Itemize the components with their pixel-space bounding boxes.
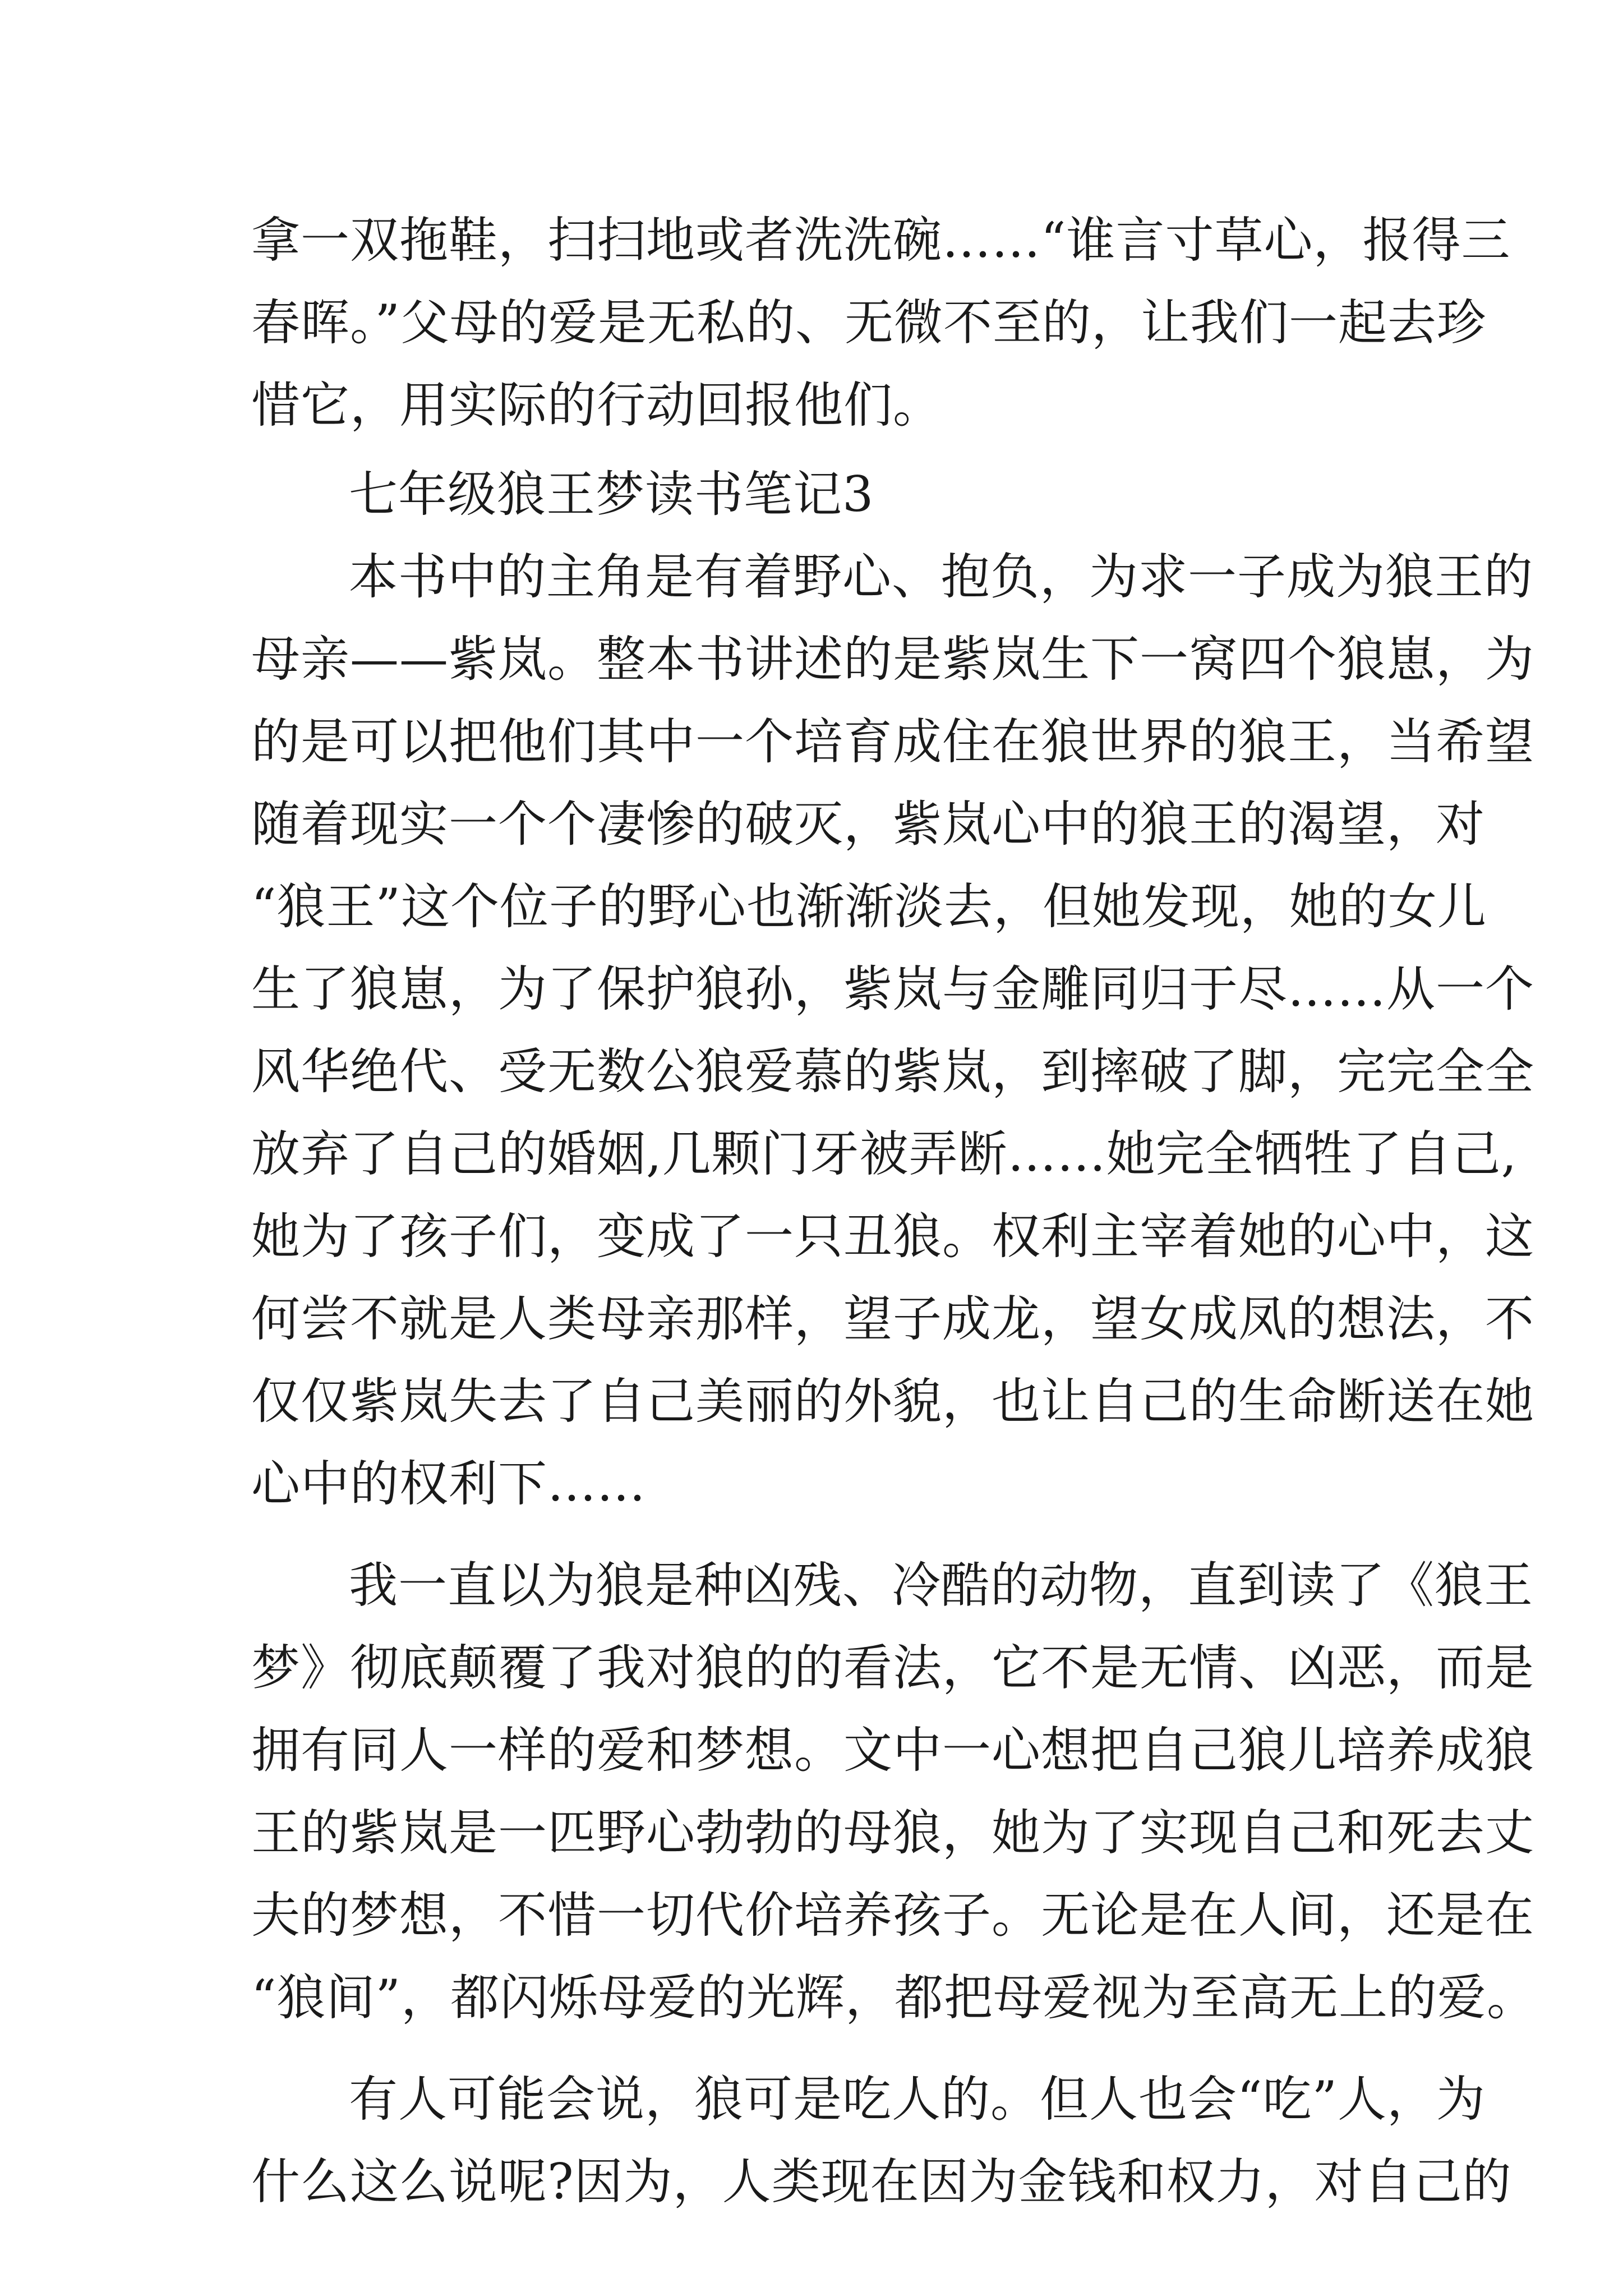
- paragraph-2: [251, 1544, 1536, 2039]
- text-line: 仅仅紫岚失去了自己美丽的外貌，也让自己的生命断送在她: [251, 1373, 1534, 1430]
- text-line: 春晖。”父母的爱是无私的、无微不至的，让我们一起去珍: [251, 294, 1486, 351]
- paragraph-1: [251, 536, 1534, 1525]
- text-line: 本书中的主角是有着野心、抱负，为求一子成为狼王的: [349, 548, 1533, 605]
- document-body: [251, 199, 1536, 2223]
- text-line: 我一直以为狼是种凶残、冷酷的动物，直到读了《狼王: [349, 1557, 1533, 1614]
- text-line: 随着现实一个个凄惨的破灭，紫岚心中的狼王的渴望，对: [251, 795, 1485, 853]
- text-line: 拿一双拖鞋，扫扫地或者洗洗碗……“谁言寸草心，报得三: [251, 211, 1511, 269]
- text-line: 心中的权利下……: [251, 1455, 646, 1512]
- text-line: 生了狼崽，为了保护狼孙，紫岚与金雕同归于尽……从一个: [251, 960, 1534, 1018]
- text-line: 风华绝代、受无数公狼爱慕的紫岚，到摔破了脚，完完全全: [251, 1043, 1534, 1100]
- text-line: 王的紫岚是一匹野心勃勃的母狼，她为了实现自己和死去丈: [251, 1804, 1534, 1861]
- text-line: 有人可能会说，狼可是吃人的。但人也会“吃”人，为: [349, 2070, 1486, 2128]
- text-line: “狼间”，都闪烁母爱的光辉，都把母爱视为至高无上的爱。: [251, 1969, 1536, 2026]
- text-line: 惜它，用实际的行动回报他们。: [251, 376, 942, 434]
- text-line: “狼王”这个位子的野心也渐渐淡去，但她发现，她的女儿: [251, 878, 1487, 935]
- section-title: 七年级狼王梦读书笔记3: [349, 466, 874, 523]
- text-line: 放弃了自己的婚姻,几颗门牙被弄断……她完全牺牲了自己,: [251, 1125, 1518, 1182]
- text-line: 何尝不就是人类母亲那样，望子成龙，望女成凤的想法，不: [251, 1290, 1534, 1347]
- paragraph-3: [251, 2058, 1512, 2223]
- text-line: 梦》彻底颠覆了我对狼的的看法，它不是无情、凶恶，而是: [251, 1639, 1534, 1696]
- intro-paragraph: [251, 199, 1511, 447]
- text-line: 她为了孩子们，变成了一只丑狼。权利主宰着她的心中，这: [251, 1208, 1534, 1265]
- text-line: 母亲——紫岚。整本书讲述的是紫岚生下一窝四个狼崽，为: [251, 631, 1534, 688]
- text-line: 的是可以把他们其中一个培育成住在狼世界的狼王，当希望: [251, 713, 1534, 770]
- text-line: 拥有同人一样的爱和梦想。文中一心想把自己狼儿培养成狼: [251, 1722, 1534, 1779]
- text-line: 夫的梦想，不惜一切代价培养孩子。无论是在人间，还是在: [251, 1887, 1534, 1944]
- text-line: 什么这么说呢?因为，人类现在因为金钱和权力，对自己的: [251, 2153, 1512, 2210]
